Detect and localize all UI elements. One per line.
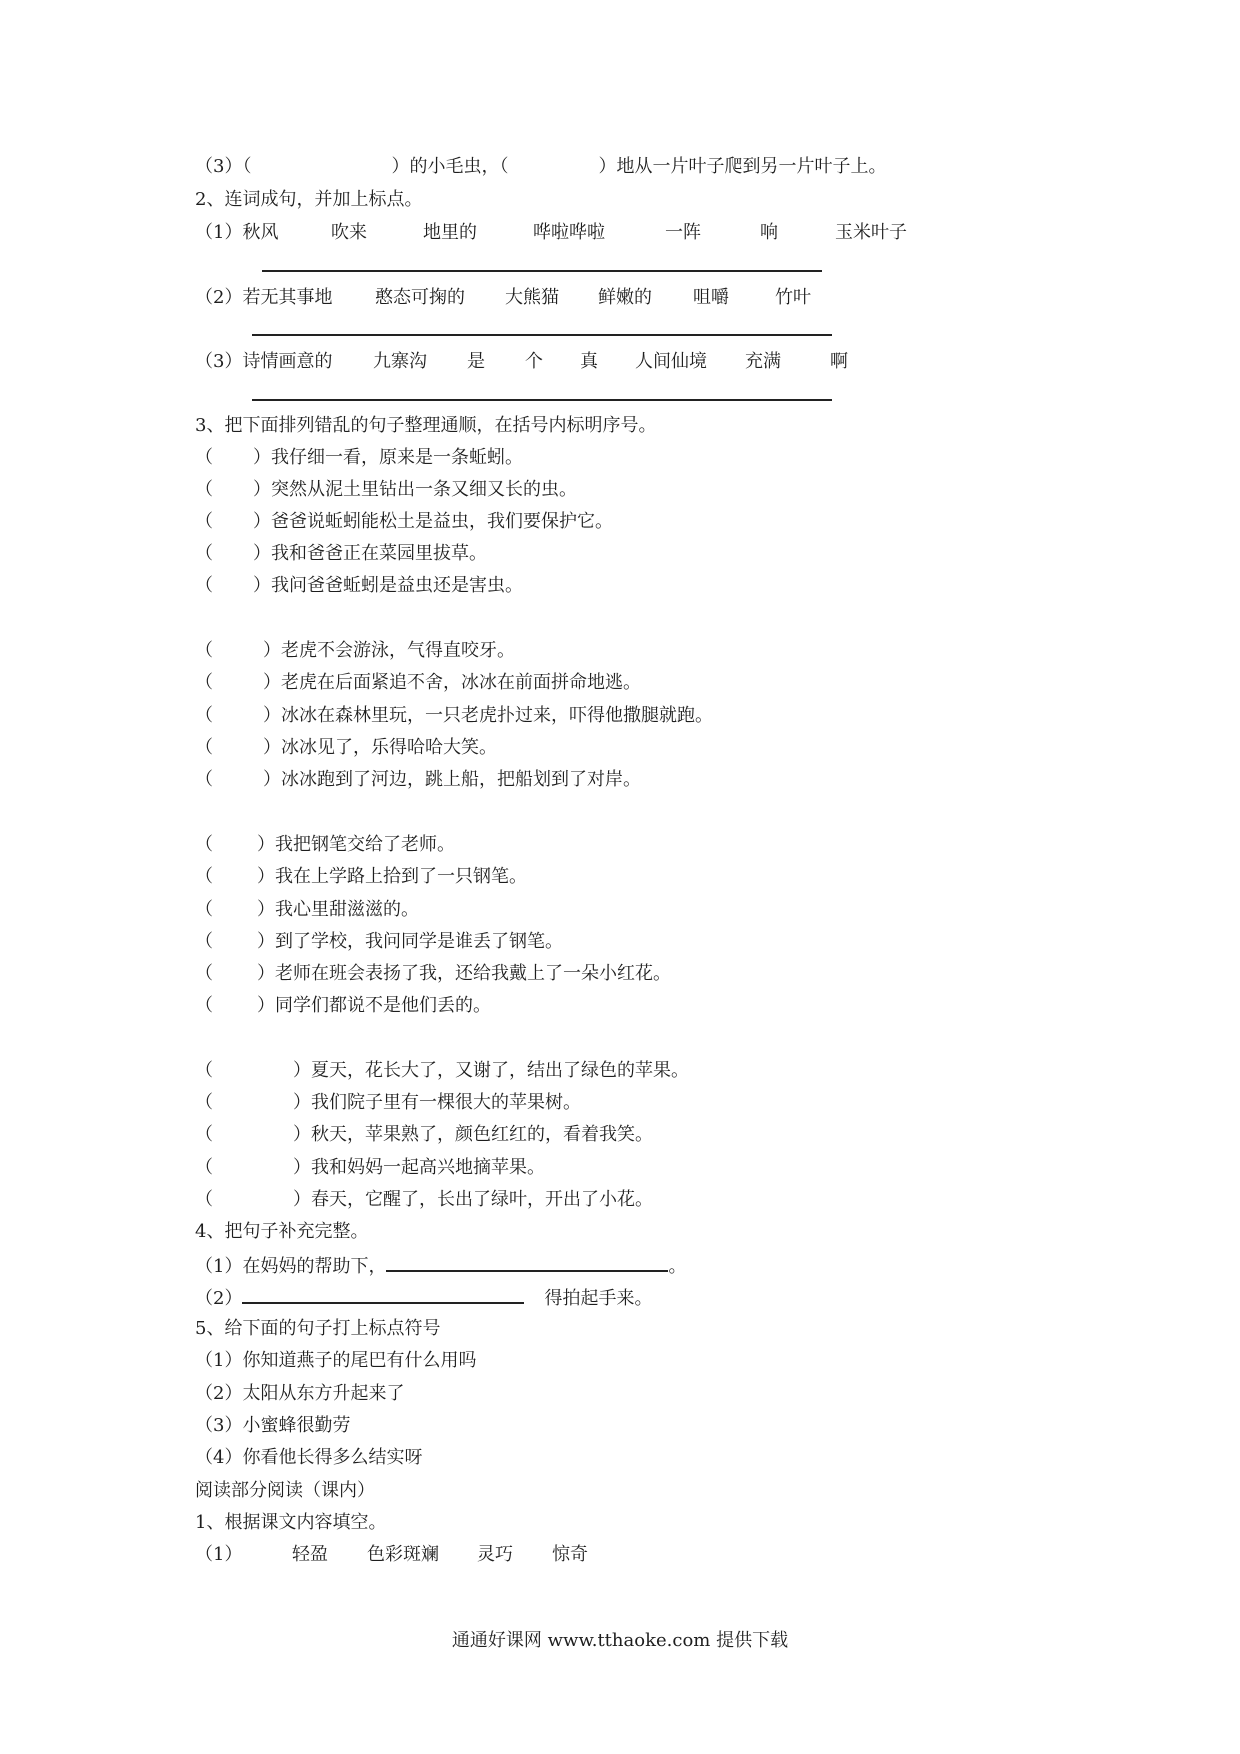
- s3-g3-row: （ ）我在上学路上拾到了一只钢笔。: [195, 866, 527, 887]
- s3-g4-row: （ ）春天，它醒了，长出了绿叶，开出了小花。: [195, 1189, 653, 1210]
- s2-q1-words: [195, 218, 975, 248]
- s3-g2-sentence: 冰冰在森林里玩，一只老虎扑过来，吓得他撒腿就跑。: [281, 705, 713, 726]
- s3-g4-row: （ ）我和妈妈一起高兴地摘苹果。: [195, 1157, 545, 1178]
- s2-q3-word: 九寨沟: [373, 351, 427, 372]
- reading-q1-word: 色彩斑斓: [367, 1544, 439, 1565]
- s3-g2-sentence: 老虎在后面紧追不舍，冰冰在前面拼命地逃。: [281, 672, 641, 693]
- s3-g2-sentence: 冰冰跑到了河边，跳上船，把船划到了对岸。: [281, 769, 641, 790]
- s4-q2: [195, 1282, 652, 1312]
- s3-g1-row: （ ）我问爸爸蚯蚓是益虫还是害虫。: [195, 575, 523, 596]
- s2-q1-word: 一阵: [665, 222, 701, 243]
- s2-q1-word: 地里的: [423, 222, 477, 243]
- reading-q1-word: 惊奇: [552, 1544, 588, 1565]
- s2-q2-word: 竹叶: [775, 287, 811, 308]
- s2-q3-word: （3）诗情画意的: [195, 351, 333, 372]
- s4-q1-prefix: （1）在妈妈的帮助下，: [195, 1256, 387, 1277]
- s2-q2-answer-line[interactable]: [252, 334, 832, 336]
- s2-q1-word: 吹来: [331, 222, 367, 243]
- s3-g1-row: （ ）突然从泥土里钻出一条又细又长的虫。: [195, 479, 577, 500]
- s2-q2-word: 大熊猫: [505, 287, 559, 308]
- s2-q1-word: 哗啦哗啦: [533, 222, 605, 243]
- s3-g3-sentence: 老师在班会表扬了我，还给我戴上了一朵小红花。: [275, 963, 671, 984]
- s3-g4-sentence: 夏天，花长大了，又谢了，结出了绿色的苹果。: [311, 1060, 689, 1081]
- s3-g3-row: （ ）到了学校，我问同学是谁丢了钢笔。: [195, 931, 563, 952]
- page-footer: 通通好课网 www.tthaoke.com 提供下载: [451, 1630, 789, 1651]
- s3-g1-row: （ ）我和爸爸正在菜园里拔草。: [195, 543, 487, 564]
- reading-heading: 阅读部分阅读（课内）: [195, 1480, 375, 1501]
- s2-q3-word: 啊: [830, 351, 848, 372]
- s3-g1-sentence: 爸爸说蚯蚓能松土是益虫，我们要保护它。: [271, 511, 613, 532]
- s3-g2-row: （ ）冰冰跑到了河边，跳上船，把船划到了对岸。: [195, 769, 641, 790]
- s2-q2-word: 憨态可掬的: [375, 287, 465, 308]
- s2-heading: 2、连词成句，并加上标点。: [195, 189, 423, 210]
- s2-q2-word: （2）若无其事地: [195, 287, 333, 308]
- s5-item: （1）你知道燕子的尾巴有什么用吗: [195, 1350, 477, 1371]
- reading-q1-words: [195, 1540, 595, 1570]
- s3-g3-row: （ ）我心里甜滋滋的。: [195, 899, 419, 920]
- s3-g2-row: （ ）冰冰在森林里玩，一只老虎扑过来，吓得他撒腿就跑。: [195, 705, 713, 726]
- s3-g2-row: （ ）老虎在后面紧追不舍，冰冰在前面拼命地逃。: [195, 672, 641, 693]
- s2-q2-word: 咀嚼: [693, 287, 729, 308]
- s3-g2-row: （ ）老虎不会游泳，气得直咬牙。: [195, 640, 515, 661]
- s4-q1: [195, 1250, 686, 1280]
- s3-g3-row: （ ）老师在班会表扬了我，还给我戴上了一朵小红花。: [195, 963, 671, 984]
- s5-item: （2）太阳从东方升起来了: [195, 1383, 405, 1404]
- s1-item3: [195, 152, 886, 182]
- s3-g4-row: （ ）我们院子里有一棵很大的苹果树。: [195, 1092, 581, 1113]
- s5-heading: 5、给下面的句子打上标点符号: [195, 1318, 441, 1339]
- s3-heading: 3、把下面排列错乱的句子整理通顺，在括号内标明序号。: [195, 415, 657, 436]
- s3-g3-sentence: 到了学校，我问同学是谁丢了钢笔。: [275, 931, 563, 952]
- s4-q1-suffix: 。: [668, 1256, 687, 1277]
- s3-g3-row: （ ）同学们都说不是他们丢的。: [195, 995, 491, 1016]
- s3-g1-row: （ ）爸爸说蚯蚓能松土是益虫，我们要保护它。: [195, 511, 613, 532]
- s3-g1-row: （ ）我仔细一看，原来是一条蚯蚓。: [195, 447, 523, 468]
- s3-g4-row: （ ）秋天，苹果熟了，颜色红红的，看着我笑。: [195, 1124, 653, 1145]
- s3-g1-sentence: 我仔细一看，原来是一条蚯蚓。: [271, 447, 523, 468]
- s2-q3-word: 充满: [745, 351, 781, 372]
- s3-g4-sentence: 春天，它醒了，长出了绿叶，开出了小花。: [311, 1189, 653, 1210]
- reading-q1-label: （1）: [195, 1544, 243, 1565]
- s2-q2-word: 鲜嫩的: [598, 287, 652, 308]
- s4-q2-suffix: 得拍起手来。: [544, 1288, 653, 1309]
- s3-g1-sentence: 突然从泥土里钻出一条又细又长的虫。: [271, 479, 577, 500]
- reading-q1-word: 灵巧: [477, 1544, 513, 1565]
- s4-heading: 4、把句子补充完整。: [195, 1221, 369, 1242]
- s1-item3-label: （3）（: [195, 156, 252, 177]
- s1-item3-mid2: ）地从一片叶子爬到另一片叶子上。: [598, 156, 887, 177]
- s2-q3-answer-line[interactable]: [252, 399, 832, 401]
- s2-q3-words: [195, 347, 975, 377]
- s3-g2-sentence: 老虎不会游泳，气得直咬牙。: [281, 640, 515, 661]
- s3-g4-sentence: 我和妈妈一起高兴地摘苹果。: [311, 1157, 545, 1178]
- s5-item: （4）你看他长得多么结实呀: [195, 1447, 423, 1468]
- s2-q3-word: 个: [525, 351, 543, 372]
- s3-g3-sentence: 我在上学路上拾到了一只钢笔。: [275, 866, 527, 887]
- s5-item: （3）小蜜蜂很勤劳: [195, 1415, 351, 1436]
- s2-q3-word: 真: [580, 351, 598, 372]
- s3-g1-sentence: 我问爸爸蚯蚓是益虫还是害虫。: [271, 575, 523, 596]
- s2-q1-answer-line[interactable]: [262, 270, 822, 272]
- s3-g4-sentence: 秋天，苹果熟了，颜色红红的，看着我笑。: [311, 1124, 653, 1145]
- s2-q1-word: 玉米叶子: [835, 222, 907, 243]
- s3-g1-sentence: 我和爸爸正在菜园里拔草。: [271, 543, 487, 564]
- s1-item3-mid1: ）的小毛虫，（: [391, 156, 509, 177]
- s3-g3-row: （ ）我把钢笔交给了老师。: [195, 834, 455, 855]
- s2-q1-word: （1）秋风: [195, 222, 279, 243]
- s2-q1-word: 响: [760, 222, 778, 243]
- s2-q2-words: [195, 283, 975, 313]
- s4-q1-blank[interactable]: [386, 1250, 668, 1272]
- reading-q1-heading: 1、根据课文内容填空。: [195, 1512, 387, 1533]
- s2-q3-word: 是: [467, 351, 485, 372]
- s4-q2-blank[interactable]: [242, 1282, 524, 1304]
- s3-g3-sentence: 我心里甜滋滋的。: [275, 899, 419, 920]
- s3-g4-sentence: 我们院子里有一棵很大的苹果树。: [311, 1092, 581, 1113]
- s2-q3-word: 人间仙境: [635, 351, 707, 372]
- s3-g2-sentence: 冰冰见了，乐得哈哈大笑。: [281, 737, 497, 758]
- s3-g3-sentence: 同学们都说不是他们丢的。: [275, 995, 491, 1016]
- s4-q2-prefix: （2）: [195, 1288, 243, 1309]
- s3-g4-row: （ ）夏天，花长大了，又谢了，结出了绿色的苹果。: [195, 1060, 689, 1081]
- s3-g3-sentence: 我把钢笔交给了老师。: [275, 834, 455, 855]
- s3-g2-row: （ ）冰冰见了，乐得哈哈大笑。: [195, 737, 497, 758]
- reading-q1-word: 轻盈: [292, 1544, 328, 1565]
